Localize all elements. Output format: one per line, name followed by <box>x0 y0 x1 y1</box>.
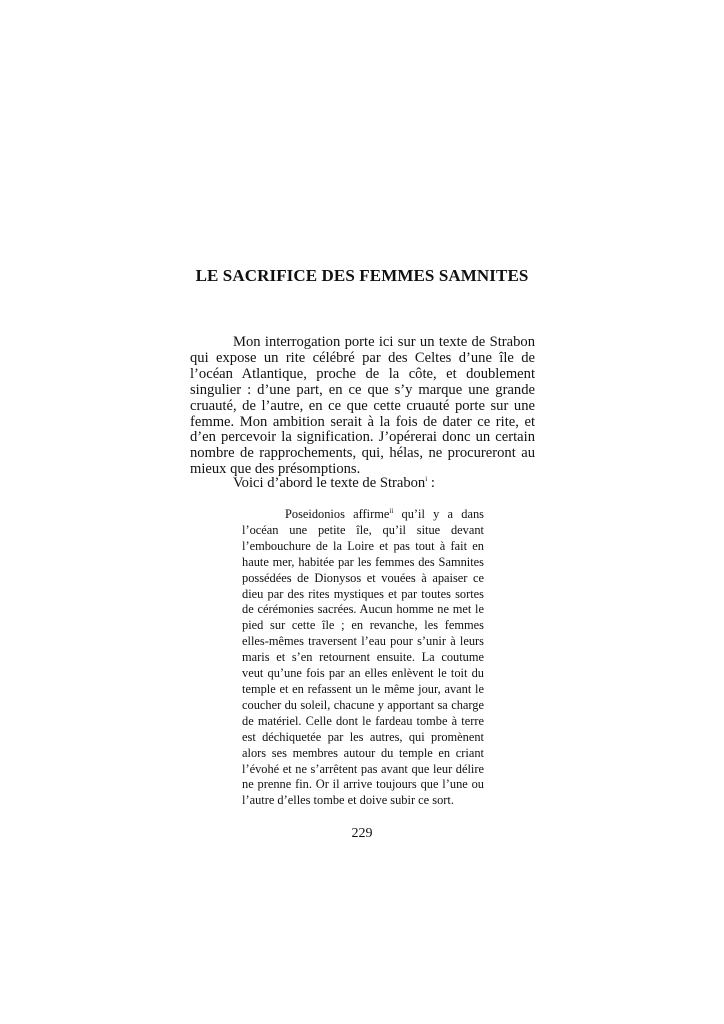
quote-text: qu’il y a dans l’océan une petite île, qu’il situe devant l’embouchure de la Loire et pas tout à fait en haute mer, habitée par les femmes des Samnites possédées de Dionysos et vouées à apaiser ce dieu par des rites mystiques et par toutes sortes de cérémonies sacrées. Aucun homme ne met le pied sur cette île ; en revanche, les femmes elles-mêmes traversent l’eau pour s’unir à leurs maris et s’en retournent ensuite. La coutume veut qu’une fois par an elles enlèvent le toit du temple et en refassent un le même jour, avant le coucher du soleil, chacune y apportant sa charge de matériel. Celle dont le fardeau tombe à terre est déchiquetée par les autres, qui promènent alors ses membres autour du temple en criant l’évohé et ne s’arrêtent pas avant que leur délire ne prenne fin. Or il arrive toujours que l’une ou l’autre d’elles tombe et doive subir ce sort. <box>242 507 485 808</box>
quote-intro-suffix: : <box>427 475 435 491</box>
body-paragraph: Mon interrogation porte ici sur un texte de Strabon qui expose un rite célébré par des Celtes d’une île de l’océan Atlantique, proche de la côte, et doublement singulier : d’une part, en ce que s’y marque une grande cruauté, de l’autre, en ce que cette cruauté porte sur une femme. Mon ambition serait à la fois de dater ce rite, et d’en percevoir la signification. J’opérerai donc un certain nombre de rapprochements, qui, hélas, ne procureront au mieux que des présomptions. <box>190 334 535 478</box>
quote-intro-text: Voici d’abord le texte de Strabon <box>233 475 426 491</box>
footnote-ref-i[interactable]: i <box>425 475 428 484</box>
block-quote <box>242 507 484 809</box>
quote-intro <box>190 476 535 492</box>
page-number: 229 <box>351 826 373 841</box>
footnote-ref-ii[interactable]: ii <box>389 506 394 515</box>
quote-lead: Poseidonios affirme <box>285 507 390 521</box>
chapter-title: LE SACRIFICE DES FEMMES SAMNITES <box>195 266 529 285</box>
